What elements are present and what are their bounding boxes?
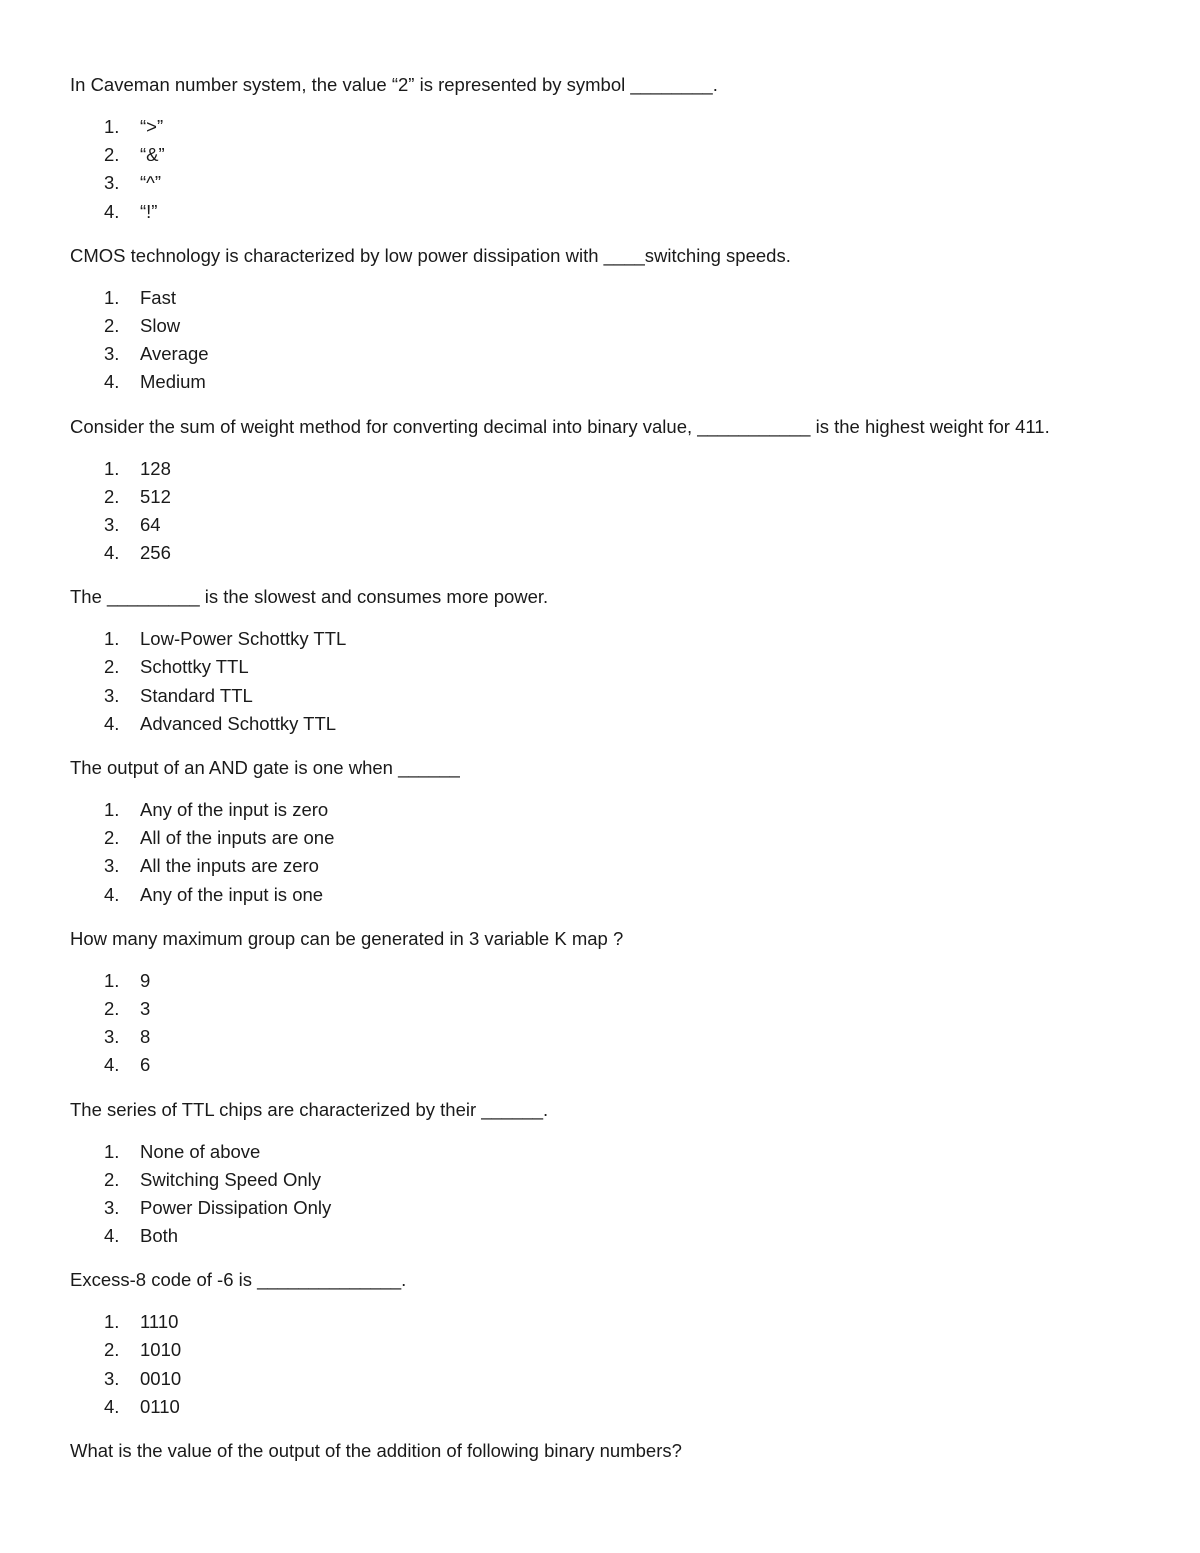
option-text: Standard TTL xyxy=(140,684,253,706)
question-3 xyxy=(70,413,1110,568)
question-5 xyxy=(70,754,1110,909)
question-7 xyxy=(70,1096,1110,1251)
answer-option xyxy=(70,113,1110,141)
option-text: “>” xyxy=(140,116,164,137)
answer-options xyxy=(70,455,1110,568)
answer-option xyxy=(70,483,1110,511)
option-text: None of above xyxy=(140,1140,261,1162)
answer-option xyxy=(70,368,1110,396)
option-text: Any of the input is one xyxy=(140,883,324,905)
option-number: 3. xyxy=(104,1026,120,1048)
option-number: 2. xyxy=(104,1339,120,1361)
option-text: Fast xyxy=(140,286,176,308)
answer-option xyxy=(70,1393,1110,1421)
answer-option xyxy=(70,1166,1110,1194)
answer-option xyxy=(70,1308,1110,1336)
answer-option xyxy=(70,1336,1110,1364)
answer-option xyxy=(70,1222,1110,1250)
answer-option xyxy=(70,1138,1110,1166)
option-text: Schottky TTL xyxy=(140,656,249,678)
answer-option xyxy=(70,511,1110,539)
answer-options xyxy=(70,625,1110,738)
option-number: 2. xyxy=(104,144,120,166)
option-number: 4. xyxy=(104,200,120,222)
option-number: 3. xyxy=(104,1367,120,1389)
answer-option xyxy=(70,539,1110,567)
answer-option xyxy=(70,967,1110,995)
option-number: 1. xyxy=(104,969,120,991)
option-text: 128 xyxy=(140,457,171,479)
option-text: 6 xyxy=(140,1054,151,1076)
answer-option xyxy=(70,1023,1110,1051)
option-number: 4. xyxy=(104,1225,120,1247)
option-text: “!” xyxy=(140,200,158,222)
answer-option xyxy=(70,796,1110,824)
option-text: 3 xyxy=(140,997,151,1019)
option-number: 1. xyxy=(104,286,120,308)
option-text: 0110 xyxy=(140,1395,180,1417)
answer-option xyxy=(70,1051,1110,1079)
option-text: Both xyxy=(140,1225,179,1247)
option-text: 9 xyxy=(140,969,151,991)
option-number: 2. xyxy=(104,314,120,336)
question-8 xyxy=(70,1266,1110,1421)
option-text: 64 xyxy=(140,513,161,535)
answer-option xyxy=(70,1194,1110,1222)
option-text: All of the inputs are one xyxy=(140,827,335,849)
option-number: 1. xyxy=(104,1311,120,1333)
answer-option xyxy=(70,198,1110,226)
option-text: 256 xyxy=(140,542,171,564)
answer-options xyxy=(70,1308,1110,1421)
option-text: 1010 xyxy=(140,1339,182,1361)
question-text: Excess-8 code of -6 is ______________. xyxy=(70,1269,407,1291)
answer-option xyxy=(70,710,1110,738)
answer-options xyxy=(70,1138,1110,1251)
answer-option xyxy=(70,682,1110,710)
option-text: All the inputs are zero xyxy=(140,855,319,877)
answer-option xyxy=(70,995,1110,1023)
option-number: 3. xyxy=(104,343,120,365)
option-number: 1. xyxy=(104,628,120,650)
option-number: 2. xyxy=(104,997,120,1019)
question-text: The _________ is the slowest and consumes more power. xyxy=(70,586,549,608)
answer-option xyxy=(70,284,1110,312)
question-text: In Caveman number system, the value “2” is represented by symbol ________. xyxy=(70,74,718,95)
option-number: 4. xyxy=(104,1395,120,1417)
answer-option xyxy=(70,625,1110,653)
question-9 xyxy=(70,1437,1110,1465)
answer-option xyxy=(70,653,1110,681)
option-text: Low-Power Schottky TTL xyxy=(140,628,347,650)
option-text: Power Dissipation Only xyxy=(140,1196,332,1218)
question-text: What is the value of the output of the addition of following binary numbers? xyxy=(70,1440,682,1461)
question-text: The output of an AND gate is one when ______ xyxy=(70,757,460,778)
question-2 xyxy=(70,242,1110,397)
option-text: 1110 xyxy=(140,1311,179,1333)
option-number: 1. xyxy=(104,116,120,137)
option-number: 2. xyxy=(104,656,120,678)
option-number: 4. xyxy=(104,1054,120,1076)
answer-option xyxy=(70,1365,1110,1393)
option-text: 8 xyxy=(140,1026,151,1048)
answer-options xyxy=(70,113,1110,226)
answer-options xyxy=(70,284,1110,397)
question-text: Consider the sum of weight method for converting decimal into binary value, ___________ is the highest weight for 411. xyxy=(70,415,1050,437)
question-4 xyxy=(70,583,1110,738)
question-1 xyxy=(70,71,1110,226)
option-text: 0010 xyxy=(140,1367,182,1389)
option-text: “&” xyxy=(140,144,165,166)
question-text: The series of TTL chips are characterized by their ______. xyxy=(70,1098,549,1120)
answer-options xyxy=(70,967,1110,1080)
option-number: 4. xyxy=(104,712,120,734)
option-number: 4. xyxy=(104,883,120,905)
option-number: 1. xyxy=(104,1140,120,1162)
quiz-content xyxy=(70,71,1110,1479)
answer-option xyxy=(70,340,1110,368)
answer-option xyxy=(70,455,1110,483)
option-text: Advanced Schottky TTL xyxy=(140,712,337,734)
option-text: 512 xyxy=(140,485,171,507)
answer-options xyxy=(70,796,1110,909)
option-number: 1. xyxy=(104,457,120,479)
option-text: Slow xyxy=(140,314,181,336)
answer-option xyxy=(70,169,1110,197)
option-number: 2. xyxy=(104,827,120,849)
question-text: How many maximum group can be generated in 3 variable K map ? xyxy=(70,927,624,949)
option-number: 3. xyxy=(104,1196,120,1218)
option-text: “^” xyxy=(140,172,162,194)
option-number: 3. xyxy=(104,513,120,535)
option-number: 2. xyxy=(104,1168,120,1190)
option-number: 4. xyxy=(104,542,120,564)
answer-option xyxy=(70,141,1110,169)
answer-option xyxy=(70,881,1110,909)
option-number: 2. xyxy=(104,485,120,507)
option-number: 3. xyxy=(104,855,120,877)
option-text: Switching Speed Only xyxy=(140,1168,321,1190)
option-number: 4. xyxy=(104,371,120,393)
option-number: 1. xyxy=(104,799,120,820)
question-6 xyxy=(70,925,1110,1080)
answer-option xyxy=(70,824,1110,852)
option-text: Medium xyxy=(140,371,206,393)
option-number: 3. xyxy=(104,684,120,706)
answer-option xyxy=(70,312,1110,340)
option-text: Average xyxy=(140,343,209,365)
option-text: Any of the input is zero xyxy=(140,799,329,820)
answer-option xyxy=(70,852,1110,880)
option-number: 3. xyxy=(104,172,120,194)
question-text: CMOS technology is characterized by low power dissipation with ____switching speeds. xyxy=(70,244,791,266)
